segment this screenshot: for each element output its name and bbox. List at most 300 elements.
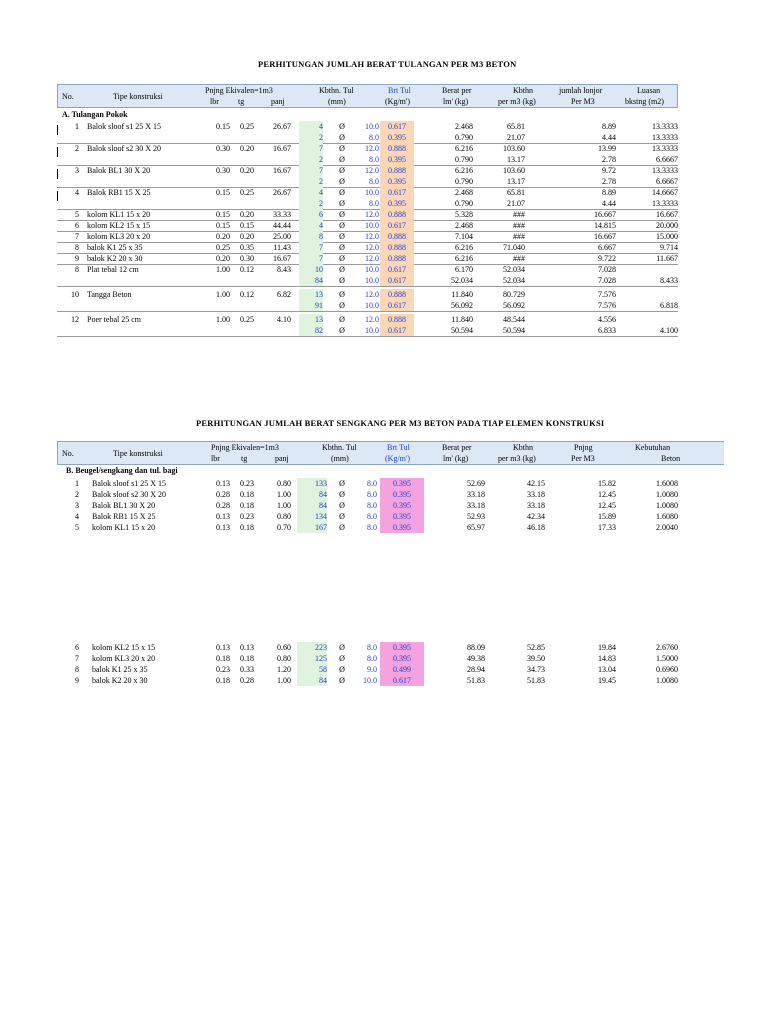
row-berat: 88.09 bbox=[467, 643, 485, 652]
table1-row bbox=[57, 209, 678, 220]
row-tg: 0.23 bbox=[240, 479, 254, 488]
row-count: 4 bbox=[299, 187, 323, 198]
row-berat: 2.468 bbox=[455, 122, 473, 131]
row-tg: 0.35 bbox=[240, 243, 254, 252]
row-no: 5 bbox=[75, 210, 79, 219]
hdr2-tipe: Tipe konstruksi bbox=[113, 449, 163, 458]
row-marker bbox=[57, 191, 58, 201]
hdr-kbthn: Kbthn bbox=[513, 86, 533, 95]
hdr2-kgm: (Kg/m') bbox=[385, 454, 410, 463]
row-no: 7 bbox=[75, 232, 79, 241]
row-brt-tul: 0.617 bbox=[380, 325, 414, 336]
row-tg: 0.25 bbox=[240, 122, 254, 131]
table2-row bbox=[57, 522, 678, 533]
row-brt-tul: 0.617 bbox=[380, 220, 414, 231]
row-brt-tul: 0.888 bbox=[380, 314, 414, 325]
diameter-symbol: Ø bbox=[339, 501, 345, 510]
row-diameter: 10.0 bbox=[365, 265, 379, 274]
diameter-symbol: Ø bbox=[339, 301, 345, 310]
row-panj: 44.44 bbox=[273, 221, 291, 230]
diameter-symbol: Ø bbox=[339, 221, 345, 230]
row-kbthn: 13.17 bbox=[507, 177, 525, 186]
row-berat: 0.790 bbox=[455, 155, 473, 164]
row-pnjng: 12.45 bbox=[598, 501, 616, 510]
row-brt-tul: 0.617 bbox=[380, 275, 414, 286]
row-brt-tul: 0.617 bbox=[380, 264, 414, 275]
row-diameter: 8.0 bbox=[369, 133, 379, 142]
row-tipe: kolom KL2 15 x 15 bbox=[92, 643, 156, 652]
row-no: 4 bbox=[75, 512, 79, 521]
row-tg: 0.18 bbox=[240, 654, 254, 663]
row-diameter: 10.0 bbox=[365, 326, 379, 335]
row-diameter: 12.0 bbox=[365, 166, 379, 175]
table2-row bbox=[57, 489, 678, 500]
row-count: 82 bbox=[299, 325, 323, 336]
row-brt-tul: 0.888 bbox=[380, 231, 414, 242]
row-diameter: 12.0 bbox=[365, 290, 379, 299]
row-luasan: 6.6667 bbox=[656, 177, 678, 186]
row-count: 2 bbox=[299, 176, 323, 187]
row-kbthn: ### bbox=[513, 232, 525, 241]
row-panj: 25.00 bbox=[273, 232, 291, 241]
row-diameter: 12.0 bbox=[365, 232, 379, 241]
row-luasan: 13.3333 bbox=[652, 133, 678, 142]
row-brt-tul: 0.395 bbox=[380, 478, 424, 489]
table1-row bbox=[57, 220, 678, 231]
row-berat: 5.328 bbox=[455, 210, 473, 219]
row-tipe: balok K2 20 x 30 bbox=[87, 254, 143, 263]
row-count: 7 bbox=[299, 165, 323, 176]
row-tg: 0.20 bbox=[240, 144, 254, 153]
hdr2-no: No. bbox=[62, 449, 74, 458]
row-no: 8 bbox=[75, 243, 79, 252]
row-lbr: 0.28 bbox=[216, 490, 230, 499]
table1-body bbox=[57, 121, 678, 356]
row-lbr: 0.15 bbox=[216, 122, 230, 131]
row-tipe: kolom KL1 15 x 20 bbox=[87, 210, 151, 219]
row-lbr: 0.13 bbox=[216, 643, 230, 652]
diameter-symbol: Ø bbox=[339, 122, 345, 131]
hdr2-kbthn-tul: Kbthn. Tul bbox=[322, 443, 357, 452]
row-berat: 51.83 bbox=[467, 676, 485, 685]
row-luasan: 13.3333 bbox=[652, 122, 678, 131]
row-count: 4 bbox=[299, 220, 323, 231]
table1-row bbox=[57, 275, 678, 286]
table1-row bbox=[57, 325, 678, 336]
row-diameter: 8.0 bbox=[369, 155, 379, 164]
row-berat: 6.170 bbox=[455, 265, 473, 274]
hdr2-lbr: lbr bbox=[211, 454, 220, 463]
row-berat: 49.38 bbox=[467, 654, 485, 663]
table2-title: PERHITUNGAN JUMLAH BERAT SENGKANG PER M3 BETON PADA TIAP ELEMEN KONSTRUKSI bbox=[196, 418, 605, 428]
row-kebutuhan: 2.0040 bbox=[656, 523, 678, 532]
table1-row bbox=[57, 300, 678, 311]
row-berat: 33.18 bbox=[467, 501, 485, 510]
row-diameter: 10.0 bbox=[365, 221, 379, 230]
row-lbr: 0.18 bbox=[216, 676, 230, 685]
row-lbr: 0.13 bbox=[216, 479, 230, 488]
diameter-symbol: Ø bbox=[339, 188, 345, 197]
row-brt-tul: 0.395 bbox=[380, 642, 424, 653]
diameter-symbol: Ø bbox=[339, 254, 345, 263]
diameter-symbol: Ø bbox=[339, 512, 345, 521]
row-kbthn: 65.81 bbox=[507, 188, 525, 197]
row-luasan: 6.6667 bbox=[656, 155, 678, 164]
row-brt-tul: 0.395 bbox=[380, 132, 414, 143]
row-jumlah-lonjor: 14.815 bbox=[594, 221, 616, 230]
row-panj: 1.00 bbox=[277, 490, 291, 499]
row-tg: 0.12 bbox=[240, 265, 254, 274]
table1-row bbox=[57, 198, 678, 209]
row-luasan: 16.667 bbox=[656, 210, 678, 219]
row-no: 3 bbox=[75, 501, 79, 510]
table2-row bbox=[57, 653, 678, 664]
row-luasan: 13.3333 bbox=[652, 144, 678, 153]
row-kbthn: 51.83 bbox=[527, 676, 545, 685]
table1-row bbox=[57, 121, 678, 132]
row-luasan: 14.6667 bbox=[652, 188, 678, 197]
row-tg: 0.28 bbox=[240, 676, 254, 685]
row-panj: 4.10 bbox=[277, 315, 291, 324]
row-berat: 52.93 bbox=[467, 512, 485, 521]
diameter-symbol: Ø bbox=[339, 199, 345, 208]
diameter-symbol: Ø bbox=[339, 265, 345, 274]
row-kbthn: ### bbox=[513, 221, 525, 230]
row-brt-tul: 0.395 bbox=[380, 653, 424, 664]
hdr-tg: tg bbox=[238, 97, 245, 106]
row-panj: 26.67 bbox=[273, 188, 291, 197]
row-tipe: Balok RB1 15 X 25 bbox=[92, 512, 156, 521]
table1-row bbox=[57, 165, 678, 176]
row-no: 7 bbox=[75, 654, 79, 663]
row-luasan: 13.3333 bbox=[652, 166, 678, 175]
row-tipe: kolom KL3 20 x 20 bbox=[92, 654, 156, 663]
row-kbthn: 65.81 bbox=[507, 122, 525, 131]
row-berat: 50.594 bbox=[451, 326, 473, 335]
hdr2-pnjng: Pnjng Ekivalen=1m3 bbox=[211, 443, 279, 452]
row-count: 7 bbox=[299, 242, 323, 253]
row-divider bbox=[57, 336, 678, 337]
row-jumlah-lonjor: 7.028 bbox=[598, 265, 616, 274]
row-jumlah-lonjor: 6.833 bbox=[598, 326, 616, 335]
row-diameter: 8.0 bbox=[367, 501, 377, 510]
row-brt-tul: 0.888 bbox=[380, 242, 414, 253]
row-tg: 0.25 bbox=[240, 315, 254, 324]
row-jumlah-lonjor: 16.667 bbox=[594, 232, 616, 241]
diameter-symbol: Ø bbox=[339, 155, 345, 164]
row-tipe: Balok RB1 15 X 25 bbox=[87, 188, 151, 197]
row-berat: 11.840 bbox=[451, 290, 473, 299]
row-tipe: Balok sloof s2 30 X 20 bbox=[92, 490, 166, 499]
row-brt-tul: 0.395 bbox=[380, 176, 414, 187]
diameter-symbol: Ø bbox=[339, 177, 345, 186]
row-berat: 2.468 bbox=[455, 221, 473, 230]
row-divider bbox=[57, 286, 678, 287]
row-brt-tul: 0.888 bbox=[380, 253, 414, 264]
row-kbthn: 50.594 bbox=[503, 326, 525, 335]
row-pnjng: 12.45 bbox=[598, 490, 616, 499]
row-jumlah-lonjor: 9.722 bbox=[598, 254, 616, 263]
row-count: 167 bbox=[297, 522, 327, 533]
row-diameter: 12.0 bbox=[365, 210, 379, 219]
row-kbthn: ### bbox=[513, 210, 525, 219]
row-jumlah-lonjor: 6.667 bbox=[598, 243, 616, 252]
row-count: 2 bbox=[299, 154, 323, 165]
table2-row bbox=[57, 675, 678, 686]
row-panj: 1.20 bbox=[277, 665, 291, 674]
row-tipe: Balok sloof s2 30 X 20 bbox=[87, 144, 161, 153]
row-no: 2 bbox=[75, 490, 79, 499]
hdr2-per-m3: Per M3 bbox=[571, 454, 595, 463]
hdr2-brt-tul: Brt Tul bbox=[387, 443, 410, 452]
hdr-panj: panj bbox=[271, 97, 285, 106]
row-marker bbox=[57, 125, 58, 135]
row-berat: 0.790 bbox=[455, 199, 473, 208]
table1-row bbox=[57, 264, 678, 275]
row-count: 84 bbox=[297, 675, 327, 686]
row-pnjng: 19.84 bbox=[598, 643, 616, 652]
row-tipe: balok K1 25 x 35 bbox=[87, 243, 143, 252]
row-jumlah-lonjor: 9.72 bbox=[602, 166, 616, 175]
row-brt-tul: 0.617 bbox=[380, 675, 424, 686]
row-count: 2 bbox=[299, 132, 323, 143]
row-no: 8 bbox=[75, 265, 79, 274]
hdr-lbr: lbr bbox=[210, 97, 219, 106]
row-tipe: kolom KL2 15 x 15 bbox=[87, 221, 151, 230]
row-pnjng: 14.83 bbox=[598, 654, 616, 663]
row-tg: 0.20 bbox=[240, 232, 254, 241]
row-no: 6 bbox=[75, 643, 79, 652]
row-kbthn: 42.15 bbox=[527, 479, 545, 488]
row-kbthn: 80.729 bbox=[503, 290, 525, 299]
row-tipe: Balok BL1 30 X 20 bbox=[87, 166, 151, 175]
row-brt-tul: 0.888 bbox=[380, 143, 414, 154]
row-brt-tul: 0.617 bbox=[380, 121, 414, 132]
row-kebutuhan: 1.0080 bbox=[656, 490, 678, 499]
row-panj: 33.33 bbox=[273, 210, 291, 219]
hdr2-pnjng2: Pnjng bbox=[574, 443, 593, 452]
row-count: 84 bbox=[297, 489, 327, 500]
row-kbthn: 33.18 bbox=[527, 501, 545, 510]
hdr-berat-per: Berat per bbox=[442, 86, 472, 95]
table1-row bbox=[57, 289, 678, 300]
row-brt-tul: 0.395 bbox=[380, 511, 424, 522]
hdr2-lm-kg: lm' (kg) bbox=[443, 454, 469, 463]
row-kbthn: 34.73 bbox=[527, 665, 545, 674]
row-panj: 16.67 bbox=[273, 144, 291, 153]
row-kebutuhan: 0.6960 bbox=[656, 665, 678, 674]
row-lbr: 0.15 bbox=[216, 221, 230, 230]
row-panj: 0.80 bbox=[277, 654, 291, 663]
row-no: 9 bbox=[75, 254, 79, 263]
row-berat: 56.092 bbox=[451, 301, 473, 310]
row-no: 1 bbox=[75, 479, 79, 488]
row-berat: 52.69 bbox=[467, 479, 485, 488]
row-count: 10 bbox=[299, 264, 323, 275]
row-diameter: 8.0 bbox=[367, 479, 377, 488]
diameter-symbol: Ø bbox=[339, 326, 345, 335]
row-no: 3 bbox=[75, 166, 79, 175]
row-kebutuhan: 1.6008 bbox=[656, 479, 678, 488]
row-diameter: 12.0 bbox=[365, 144, 379, 153]
row-berat: 33.18 bbox=[467, 490, 485, 499]
row-pnjng: 15.89 bbox=[598, 512, 616, 521]
table1-header bbox=[57, 84, 678, 108]
row-diameter: 8.0 bbox=[367, 512, 377, 521]
hdr-kgm: (Kg/m') bbox=[385, 97, 410, 106]
row-jumlah-lonjor: 7.576 bbox=[598, 301, 616, 310]
row-berat: 65.97 bbox=[467, 523, 485, 532]
row-count: 58 bbox=[297, 664, 327, 675]
hdr2-kbthn: Kbthn bbox=[513, 443, 533, 452]
row-panj: 0.80 bbox=[277, 479, 291, 488]
hdr-jumlah-lonjor: jumlah lonjor bbox=[559, 86, 603, 95]
row-berat: 0.790 bbox=[455, 133, 473, 142]
diameter-symbol: Ø bbox=[339, 523, 345, 532]
row-kbthn: 46.18 bbox=[527, 523, 545, 532]
table1-row bbox=[57, 154, 678, 165]
row-pnjng: 17.33 bbox=[598, 523, 616, 532]
row-count: 13 bbox=[299, 289, 323, 300]
row-panj: 1.00 bbox=[277, 501, 291, 510]
row-lbr: 1.00 bbox=[216, 290, 230, 299]
row-kbthn: 103.60 bbox=[503, 144, 525, 153]
row-kebutuhan: 1.0080 bbox=[656, 676, 678, 685]
row-brt-tul: 0.395 bbox=[380, 489, 424, 500]
row-no: 1 bbox=[75, 122, 79, 131]
table2-row bbox=[57, 664, 678, 675]
row-count: 4 bbox=[299, 121, 323, 132]
row-count: 13 bbox=[299, 314, 323, 325]
row-jumlah-lonjor: 4.556 bbox=[598, 315, 616, 324]
diameter-symbol: Ø bbox=[339, 490, 345, 499]
row-berat: 6.216 bbox=[455, 254, 473, 263]
row-kbthn: 52.034 bbox=[503, 276, 525, 285]
row-luasan: 15.000 bbox=[656, 232, 678, 241]
row-no: 12 bbox=[71, 315, 79, 324]
hdr-pnjng: Pnjng Ekivalen=1m3 bbox=[205, 86, 273, 95]
row-kbthn: 103.60 bbox=[503, 166, 525, 175]
diameter-symbol: Ø bbox=[339, 243, 345, 252]
diameter-symbol: Ø bbox=[339, 232, 345, 241]
row-berat: 6.216 bbox=[455, 243, 473, 252]
row-diameter: 8.0 bbox=[367, 643, 377, 652]
row-tg: 0.20 bbox=[240, 166, 254, 175]
row-pnjng: 19.45 bbox=[598, 676, 616, 685]
row-jumlah-lonjor: 7.576 bbox=[598, 290, 616, 299]
row-tg: 0.20 bbox=[240, 210, 254, 219]
table1-row bbox=[57, 132, 678, 143]
row-count: 223 bbox=[297, 642, 327, 653]
row-kebutuhan: 2.6760 bbox=[656, 643, 678, 652]
row-tg: 0.33 bbox=[240, 665, 254, 674]
table2-row bbox=[57, 478, 678, 489]
hdr-per-m3-kg: per m3 (kg) bbox=[498, 97, 536, 106]
row-brt-tul: 0.617 bbox=[380, 187, 414, 198]
table2-header bbox=[57, 441, 724, 465]
table1-row bbox=[57, 253, 678, 264]
row-panj: 0.60 bbox=[277, 643, 291, 652]
row-panj: 1.00 bbox=[277, 676, 291, 685]
hdr2-berat-per: Berat per bbox=[442, 443, 472, 452]
hdr2-per-m3-kg: per m3 (kg) bbox=[498, 454, 536, 463]
table2-row bbox=[57, 642, 678, 653]
row-brt-tul: 0.395 bbox=[380, 500, 424, 511]
row-tipe: balok K2 20 x 30 bbox=[92, 676, 148, 685]
hdr-brt-tul: Brt Tul bbox=[388, 86, 411, 95]
row-lbr: 0.20 bbox=[216, 232, 230, 241]
row-tg: 0.23 bbox=[240, 512, 254, 521]
hdr2-beton: Beton bbox=[661, 454, 681, 463]
hdr2-kebutuhan: Kebutuhan bbox=[635, 443, 671, 452]
row-no: 6 bbox=[75, 221, 79, 230]
row-no: 5 bbox=[75, 523, 79, 532]
row-no: 4 bbox=[75, 188, 79, 197]
row-brt-tul: 0.888 bbox=[380, 289, 414, 300]
row-jumlah-lonjor: 2.78 bbox=[602, 155, 616, 164]
table2-body bbox=[57, 478, 678, 538]
row-lbr: 0.20 bbox=[216, 254, 230, 263]
row-kebutuhan: 1.6080 bbox=[656, 512, 678, 521]
row-berat: 28.94 bbox=[467, 665, 485, 674]
row-jumlah-lonjor: 13.99 bbox=[598, 144, 616, 153]
table1-row bbox=[57, 314, 678, 325]
row-luasan: 4.100 bbox=[660, 326, 678, 335]
row-kbthn: 52.034 bbox=[503, 265, 525, 274]
table2-section-label: B. Beugel/sengkang dan tul. bagi bbox=[66, 466, 178, 475]
hdr-mm: (mm) bbox=[328, 97, 346, 106]
row-lbr: 0.30 bbox=[216, 144, 230, 153]
row-diameter: 8.0 bbox=[367, 490, 377, 499]
row-lbr: 0.28 bbox=[216, 501, 230, 510]
row-tipe: kolom KL1 15 x 20 bbox=[92, 523, 156, 532]
row-luasan: 13.3333 bbox=[652, 199, 678, 208]
row-brt-tul: 0.395 bbox=[380, 522, 424, 533]
diameter-symbol: Ø bbox=[339, 144, 345, 153]
row-kbthn: 52.85 bbox=[527, 643, 545, 652]
row-diameter: 8.0 bbox=[369, 199, 379, 208]
row-count: 125 bbox=[297, 653, 327, 664]
row-lbr: 0.15 bbox=[216, 188, 230, 197]
row-panj: 11.43 bbox=[273, 243, 291, 252]
row-lbr: 0.18 bbox=[216, 654, 230, 663]
row-jumlah-lonjor: 4.44 bbox=[602, 133, 616, 142]
row-count: 133 bbox=[297, 478, 327, 489]
row-kebutuhan: 1.5000 bbox=[656, 654, 678, 663]
row-berat: 52.034 bbox=[451, 276, 473, 285]
row-luasan: 9.714 bbox=[660, 243, 678, 252]
row-count: 8 bbox=[299, 231, 323, 242]
row-tg: 0.18 bbox=[240, 523, 254, 532]
row-tg: 0.18 bbox=[240, 490, 254, 499]
row-marker bbox=[57, 147, 58, 157]
row-divider bbox=[57, 311, 678, 312]
row-no: 8 bbox=[75, 665, 79, 674]
row-brt-tul: 0.888 bbox=[380, 209, 414, 220]
row-kbthn: 33.18 bbox=[527, 490, 545, 499]
table1-section-label: A. Tulangan Pokok bbox=[62, 110, 128, 119]
row-lbr: 0.13 bbox=[216, 512, 230, 521]
row-panj: 8.43 bbox=[277, 265, 291, 274]
row-count: 7 bbox=[299, 143, 323, 154]
row-marker bbox=[57, 169, 58, 179]
row-luasan: 11.667 bbox=[656, 254, 678, 263]
row-kbthn: 13.17 bbox=[507, 155, 525, 164]
row-lbr: 0.30 bbox=[216, 166, 230, 175]
row-count: 2 bbox=[299, 198, 323, 209]
row-kbthn: 71.040 bbox=[503, 243, 525, 252]
row-tg: 0.15 bbox=[240, 221, 254, 230]
